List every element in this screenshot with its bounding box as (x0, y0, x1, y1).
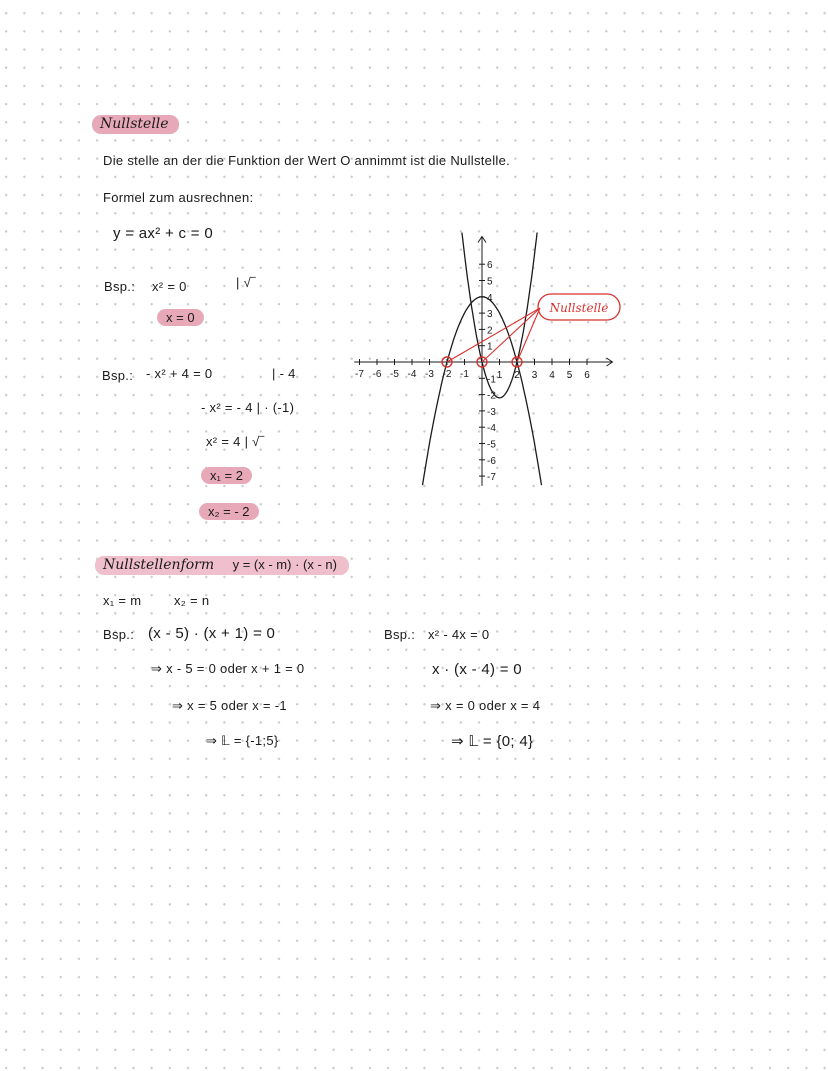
y-tick-label: -2 (487, 390, 496, 402)
example2-answer1: x₁ = 2 (201, 467, 252, 484)
y-tick-label: 5 (487, 276, 493, 288)
def-x1: x₁ = m (103, 593, 142, 608)
left-example-label: Bsp.: (103, 627, 135, 642)
right-example-equation: x² - 4x = 0 (428, 627, 490, 642)
annotation (538, 294, 620, 320)
definition-text: Die stelle an der die Funktion der Wert O annimmt ist die Nullstelle. (103, 153, 511, 168)
y-tick-label: -5 (487, 439, 496, 451)
example1-label: Bsp.: (104, 279, 136, 294)
right-example-step1: x · (x - 4) = 0 (432, 661, 522, 678)
root-connector (447, 308, 540, 362)
example1-operation: | √‾ (236, 275, 256, 290)
example2-step2: x² = 4 | √‾ (206, 434, 265, 449)
x-tick-label: 5 (566, 370, 573, 381)
y-tick-label: 6 (487, 260, 493, 272)
y-tick-label: 1 (487, 341, 493, 353)
y-tick-label: 3 (487, 309, 493, 321)
right-example-label: Bsp.: (384, 627, 416, 642)
example2-equation: - x² + 4 = 0 (146, 366, 213, 381)
example1-equation: x² = 0 (152, 279, 187, 294)
formula: y = ax² + c = 0 (113, 225, 213, 242)
y-tick-label: -1 (487, 374, 496, 386)
root-connector (517, 308, 540, 362)
y-tick-label: -7 (487, 472, 496, 484)
left-example-step1: ⇒ x - 5 = 0 oder x + 1 = 0 (151, 661, 305, 676)
left-example-equation: (x - 5) · (x + 1) = 0 (148, 625, 276, 642)
def-x2: x₂ = n (174, 593, 210, 608)
x-tick-label: 4 (549, 370, 555, 381)
x-tick-label: 2 (514, 370, 520, 381)
y-tick-label: 2 (487, 325, 493, 337)
left-example-solution: ⇒ 𝕃 = {-1;5} (206, 733, 279, 748)
x-tick-label: -2 (442, 369, 452, 380)
example2-operation: | - 4 (272, 366, 296, 381)
heading-nullstelle: Nullstelle (92, 115, 179, 134)
y-tick-label: 4 (487, 292, 493, 304)
y-tick-label: -3 (487, 406, 496, 418)
heading-nullstellenform-label: Nullstellenform (103, 557, 215, 573)
x-tick-label: 6 (584, 370, 590, 381)
x-tick-label: -6 (372, 369, 382, 380)
x-tick-label: -4 (407, 369, 417, 380)
example2-answer2: x₂ = - 2 (199, 503, 259, 520)
formula-label: Formel zum ausrechnen: (103, 190, 254, 205)
right-example-solution: ⇒ 𝕃 = {0; 4} (451, 733, 534, 750)
example1-answer: x = 0 (157, 309, 204, 326)
x-tick-label: 1 (496, 370, 503, 381)
x-tick-label: -5 (390, 369, 399, 380)
heading-nullstellenform-formula: y = (x - m) · (x - n) (232, 557, 337, 572)
y-tick-label: -4 (487, 423, 496, 435)
x-tick-label: 3 (531, 370, 538, 381)
x-tick-label: -1 (460, 369, 469, 380)
annotation-label: Nullstelle (549, 301, 609, 315)
x-tick-label: -7 (355, 369, 364, 380)
heading-nullstellenform (95, 556, 349, 575)
right-example-step2: ⇒ x = 0 oder x = 4 (430, 698, 541, 713)
example2-label: Bsp.: (102, 368, 134, 383)
y-tick-label: -6 (487, 455, 496, 467)
left-example-step2: ⇒ x = 5 oder x = -1 (172, 698, 287, 713)
x-tick-label: -3 (425, 369, 434, 380)
example2-step1: - x² = - 4 | · (-1) (201, 400, 295, 415)
